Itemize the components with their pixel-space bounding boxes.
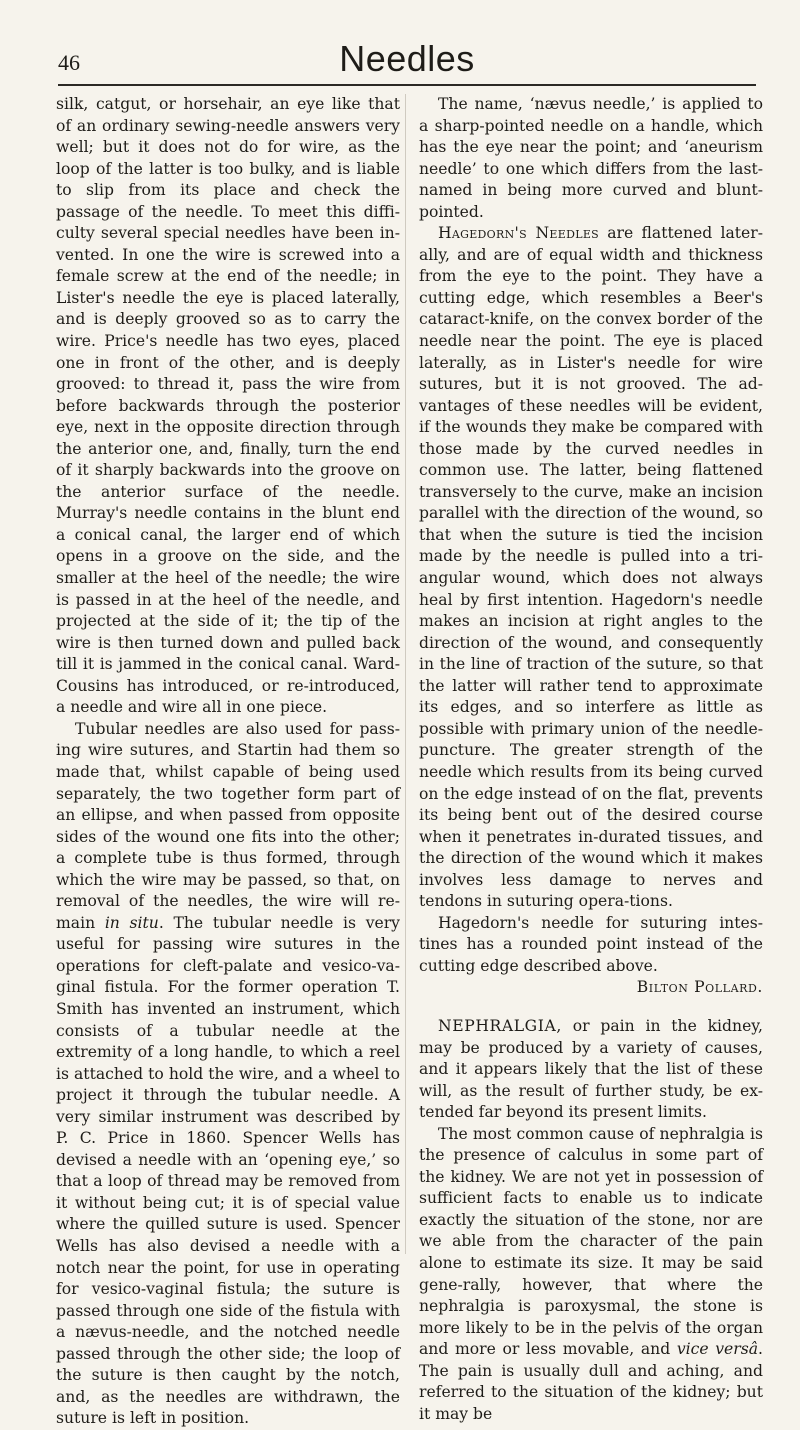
entry-gap bbox=[419, 999, 763, 1016]
entry-headword: NEPHRALGIA, bbox=[438, 1016, 562, 1035]
author-signature: Bilton Pollard. bbox=[636, 978, 763, 997]
italic-phrase: in situ bbox=[104, 913, 159, 932]
right-column bbox=[419, 94, 763, 1425]
text-fragment: . The pain is usually dull and aching, and referred to the situation of the kidney; but it may be bbox=[419, 1340, 763, 1423]
text-fragment: are flattened later-ally, and are of equal width and thickness from the eye to the point. They have a cutting edge, which resembles a Beer's cataract-knife, on the convex border of the needle near the point. The eye is placed laterally, as in Lister's needle for wire sutures, but it is not grooved. The ad-vantages of these needles will be evident, if the wounds they make be compared with those made by the curved needles in common use. The latter, being flattened transversely to the curve, make an incision parallel with the direction of the wound, so that when the suture is tied the incision made by the needle is pulled into a tri-angular wound, which does not always heal by first intention. Hagedorn's needle makes an incision at right angles to the direction of the wound, and consequently in the line of traction of the suture, so that the latter will rather tend to approximate its edges, and so interfere as little as possible with primary union of the needle-puncture. The greater strength of the needle which results from its being curved on the edge instead of on the flat, prevents its being bent out of the desired course when it penetrates in-durated tissues, and the direction of the wound which it makes involves less damage to nerves and tendons in suturing opera-tions. bbox=[419, 224, 763, 911]
header-rule bbox=[58, 84, 756, 86]
page-header bbox=[58, 40, 756, 84]
left-column bbox=[56, 94, 400, 1430]
column-divider bbox=[405, 94, 406, 1254]
paragraph-nephralgia-intro bbox=[419, 1016, 763, 1124]
text-fragment: Tubular needles are also used for pass-ing wire sutures, and Startin had them so made that, whilst capable of being used separately, the two together form part of an ellipse, and when passed from opposite sides of the wound one fits into the other; a complete tube is thus formed, through which the wire may be passed, so that, on removal of the needles, the wire will re-main bbox=[56, 719, 400, 932]
running-title: Needles bbox=[339, 38, 475, 79]
paragraph-needle-eyes: silk, catgut, or horsehair, an eye like that of an ordinary sewing-needle answers very well; but it does not do for wire, as the loop of the latter is too bulky, and is liable to slip from its place and check the passage of the needle. To meet this diffi-culty several special needles have been in-vented. In one the wire is screwed into a female screw at the end of the needle; in Lister's needle the eye is placed laterally, and is deeply grooved so as to carry the wire. Price's needle has two eyes, placed one in front of the other, and is deeply grooved: to thread it, pass the wire from before backwards through the posterior eye, next in the opposite direction through the anterior one, and, finally, turn the end of it sharply backwards into the groove on the anterior surface of the needle. Murray's needle contains in the blunt end a conical canal, the larger end of which opens in a groove on the side, and the smaller at the heel of the needle; the wire is passed in at the heel of the needle, and projected at the side of it; the tip of the wire is then turned down and pulled back till it is jammed in the conical canal. Ward-Cousins has introduced, or re-introduced, a needle and wire all in one piece. bbox=[56, 95, 400, 717]
italic-phrase: vice versâ bbox=[676, 1340, 759, 1359]
text-fragment: The most common cause of nephralgia is the presence of calculus in some part of the kidney. We are not yet in possession of sufficient facts to enable us to indicate exactly the situation of the stone, nor are we able from the character of the pain alone to estimate its size. It may be said gene-rally, however, that where the nephralgia is paroxysmal, the stone is more likely to be in the pelvis of the organ and more or less movable, and bbox=[419, 1124, 763, 1359]
paragraph-hagedorn-needles bbox=[419, 223, 763, 913]
text-fragment: . The tubular needle is very useful for passing wire sutures in the operations for cleft-palate and vesico-va-ginal fistula. For the former operation T. Smith has invented an instrument, which consists of a tubular needle at the extremity of a long handle, to which a reel is attached to hold the wire, and a wheel to project it through the tubular needle. A very similar instrument was described by P. C. Price in 1860. Spencer Wells has devised a needle with an ‘opening eye,’ so that a loop of thread may be removed from it without being cut; it is of special value where the quilled suture is used. Spencer Wells has also devised a needle with a notch near the point, for use in operating for vesico-vaginal fistula; the suture is passed through one side of the fistula with a nævus-needle, and the notched needle passed through the other side; the loop of the suture is then caught by the notch, and, as the needles are withdrawn, the suture is left in position. bbox=[56, 913, 400, 1428]
paragraph-nephralgia-calculus bbox=[419, 1124, 763, 1426]
text-fragment: or pain in the kidney, may be produced by a variety of causes, and it appears likely that the list of these will, as the result of further study, be ex-tended far beyond its present limits. bbox=[419, 1016, 763, 1122]
paragraph-naevus-needle: The name, ‘nævus needle,’ is applied to a sharp-pointed needle on a handle, which has the eye near the point; and ‘aneurism needle’ to one which differs from the last-named in being more curved and blunt-pointed. bbox=[419, 95, 763, 221]
paragraph-hagedorn-intestines: Hagedorn's needle for suturing intes-tines has a rounded point instead of the cutting edge described above. bbox=[419, 913, 763, 975]
paragraph-tubular-needles bbox=[56, 719, 400, 1430]
section-heading: Hagedorn's Needles bbox=[438, 224, 599, 243]
page-number: 46 bbox=[58, 50, 80, 75]
